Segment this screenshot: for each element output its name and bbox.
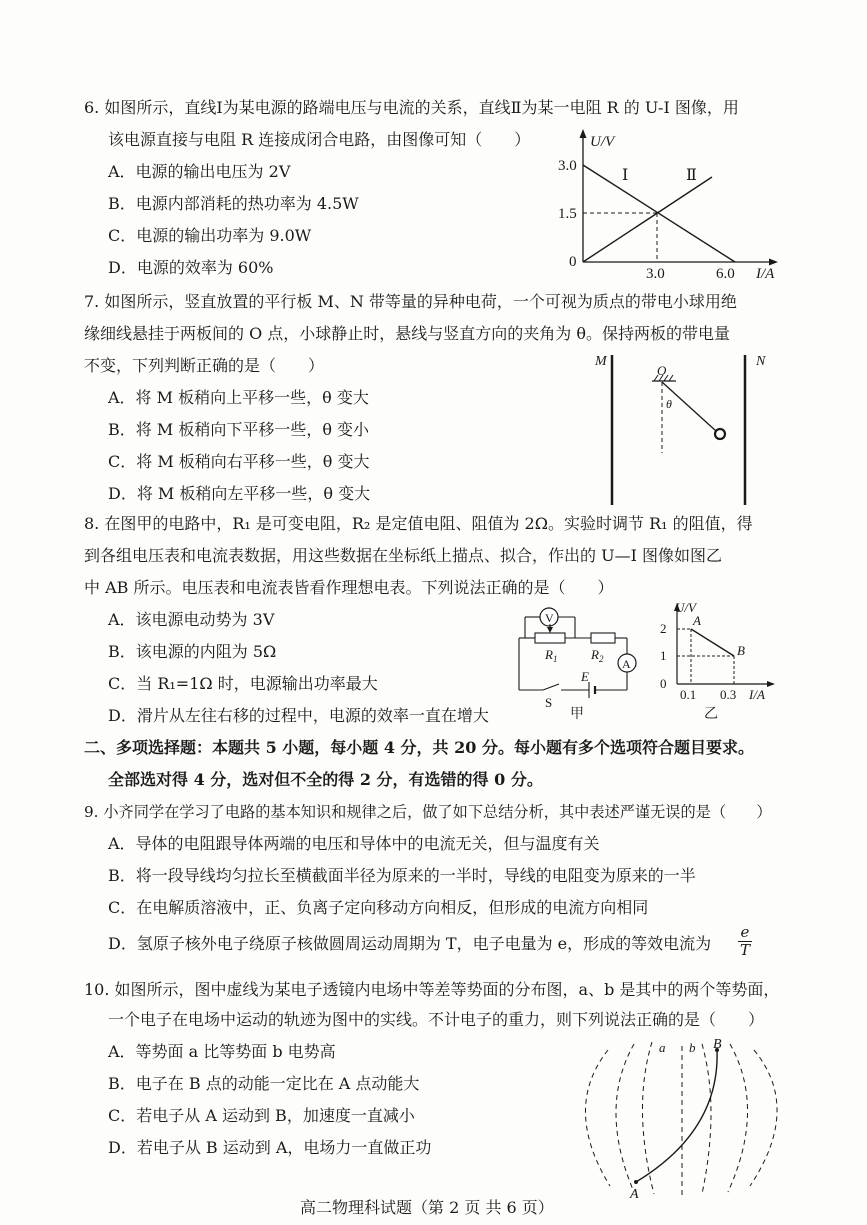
section2-heading-line2: 全部选对得 4 分，选对但不全的得 2 分，有选错的得 0 分。 xyxy=(108,770,543,789)
q8-graph-y-tick-2: 2 xyxy=(660,621,667,636)
q7-stem-line1: 7. 如图所示，竖直放置的平行板 M、N 带等量的异种电荷，一个可视为质点的带电小球用绝 xyxy=(84,292,737,311)
q8-ammeter-label: A xyxy=(622,657,631,671)
q9-fraction-e-over-t xyxy=(738,924,752,959)
q7-stem-line3: 不变，下列判断正确的是（ ） xyxy=(84,356,325,375)
q7-label-o: O xyxy=(657,363,667,378)
q8-option-b: B．该电源的内阻为 5Ω xyxy=(108,642,277,661)
q9-frac-denominator: T xyxy=(739,941,750,959)
q6-y-tick-3: 3.0 xyxy=(558,158,577,174)
q7-option-c: C．将 M 板稍向右平移一些，θ 变大 xyxy=(108,452,370,471)
q10-point-a: A xyxy=(630,1187,639,1202)
q6-option-a: A．电源的输出电压为 2V xyxy=(108,162,291,181)
q6-option-d: D．电源的效率为 60% xyxy=(108,258,274,277)
q8-option-a: A．该电源电动势为 3V xyxy=(108,610,275,629)
q8-circuit-jia xyxy=(515,600,650,725)
q8-graph-x-label: I/A xyxy=(749,687,765,702)
q8-r1-label: $R_1$ xyxy=(545,647,558,664)
q9-frac-numerator: e xyxy=(740,923,750,941)
q8-point-a: A xyxy=(693,613,701,628)
q6-y-tick-1.5: 1.5 xyxy=(558,206,577,222)
q7-label-n: N xyxy=(756,354,766,369)
q10-option-c: C．若电子从 A 运动到 B，加速度一直减小 xyxy=(108,1106,415,1125)
q10-option-a: A．等势面 a 比等势面 b 电势高 xyxy=(108,1042,336,1061)
q8-graph-y-label: U/V xyxy=(675,600,696,615)
q9-stem: 9. 小齐同学在学习了电路的基本知识和规律之后，做了如下总结分析，其中表述严谨无误的是（ ） xyxy=(84,803,772,821)
q7-option-a: A．将 M 板稍向上平移一些，θ 变大 xyxy=(108,388,369,407)
q10-label-a: a xyxy=(659,1040,666,1055)
q8-point-b: B xyxy=(737,643,745,658)
q9-option-c: C．在电解质溶液中，正、负离子定向移动方向相反，但形成的电流方向相同 xyxy=(108,898,649,917)
q7-stem-line2: 缘细线悬挂于两板间的 O 点，小球静止时，悬线与竖直方向的夹角为 θ。保持两板的带电量 xyxy=(84,324,731,343)
q8-graph-x-tick-0.1: 0.1 xyxy=(680,687,697,702)
q8-ui-graph-yi xyxy=(652,598,792,726)
q6-y-label: U/V xyxy=(590,134,615,150)
q8-caption-yi: 乙 xyxy=(704,707,718,722)
q8-graph-x-tick-0.3: 0.3 xyxy=(720,687,737,702)
q7-label-m: M xyxy=(595,354,607,369)
q6-stem-line2: 该电源直接与电阻 R 连接成闭合电路，由图像可知（ ） xyxy=(108,130,531,149)
page-footer: 高二物理科试题（第 2 页 共 6 页） xyxy=(300,1198,554,1217)
q8-graph-origin: 0 xyxy=(660,676,667,691)
q6-stem-line1: 6. 如图所示，直线Ⅰ为某电源的路端电压与电流的关系，直线Ⅱ为某一电阻 R 的 U-I 图像，用 xyxy=(84,98,739,117)
q6-origin: 0 xyxy=(569,254,577,270)
q8-r2-label: $R_2$ xyxy=(591,647,604,664)
q8-stem-line1: 8. 在图甲的电路中，R₁ 是可变电阻，R₂ 是定值电阻、阻值为 2Ω。实验时调节 R₁ 的阻值，得 xyxy=(84,514,753,533)
q9-option-a: A．导体的电阻跟导体两端的电压和导体中的电流无关，但与温度有关 xyxy=(108,834,600,853)
q10-option-d: D．若电子从 B 运动到 A，电场力一直做正功 xyxy=(108,1138,432,1157)
q9-option-d: D．氢原子核外电子绕原子核做圆周运动周期为 T，电子电量为 e，形成的等效电流为 xyxy=(108,934,712,953)
q8-emf-label: E xyxy=(581,669,589,684)
q6-x-tick-3: 3.0 xyxy=(646,266,665,282)
q10-label-b: b xyxy=(689,1040,696,1055)
section2-heading-line1: 二、多项选择题：本题共 5 小题，每小题 4 分，共 20 分。每小题有多个选项符合题目要求。 xyxy=(84,738,754,757)
q8-stem-line2: 到各组电压表和电流表数据，用这些数据在坐标纸上描点、拟合，作出的 U—I 图像如图乙 xyxy=(84,546,722,565)
q10-equipotential-figure xyxy=(570,1036,790,1204)
q10-stem-line2: 一个电子在电场中运动的轨迹为图中的实线。不计电子的重力，则下列说法正确的是（ ） xyxy=(108,1010,765,1029)
q10-stem-line1: 10. 如图所示，图中虚线为某电子透镜内电场中等差等势面的分布图，a、b 是其中的两个等势面， xyxy=(84,980,780,999)
q8-caption-jia: 甲 xyxy=(570,707,584,722)
q6-x-label: I/A xyxy=(756,266,775,282)
q8-voltmeter-label: V xyxy=(545,611,554,625)
q7-label-theta: θ xyxy=(666,397,672,411)
q6-option-b: B．电源内部消耗的热功率为 4.5W xyxy=(108,194,359,213)
q7-pendulum-figure xyxy=(590,345,790,515)
q8-option-c: C．当 R₁=1Ω 时，电源输出功率最大 xyxy=(108,674,378,693)
q8-option-d: D．滑片从左往右移的过程中，电源的效率一直在增大 xyxy=(108,706,489,725)
q8-graph-y-tick-1: 1 xyxy=(660,648,667,663)
q8-stem-line3: 中 AB 所示。电压表和电流表皆看作理想电表。下列说法正确的是（ ） xyxy=(84,578,614,597)
q6-line1-label: Ⅰ xyxy=(622,167,629,184)
q8-switch-label: S xyxy=(545,695,553,710)
q7-option-d: D．将 M 板稍向左平移一些，θ 变大 xyxy=(108,484,371,503)
q6-x-tick-6: 6.0 xyxy=(716,266,735,282)
q10-option-b: B．电子在 B 点的动能一定比在 A 点动能大 xyxy=(108,1074,420,1093)
q6-option-c: C．电源的输出功率为 9.0W xyxy=(108,226,312,245)
q6-ui-graph xyxy=(540,125,790,285)
q7-option-b: B．将 M 板稍向下平移一些，θ 变小 xyxy=(108,420,370,439)
q10-point-b: B xyxy=(713,1037,722,1052)
q9-option-b: B．将一段导线均匀拉长至横截面半径为原来的一半时，导线的电阻变为原来的一半 xyxy=(108,866,696,885)
q6-line2-label: Ⅱ xyxy=(686,167,697,184)
